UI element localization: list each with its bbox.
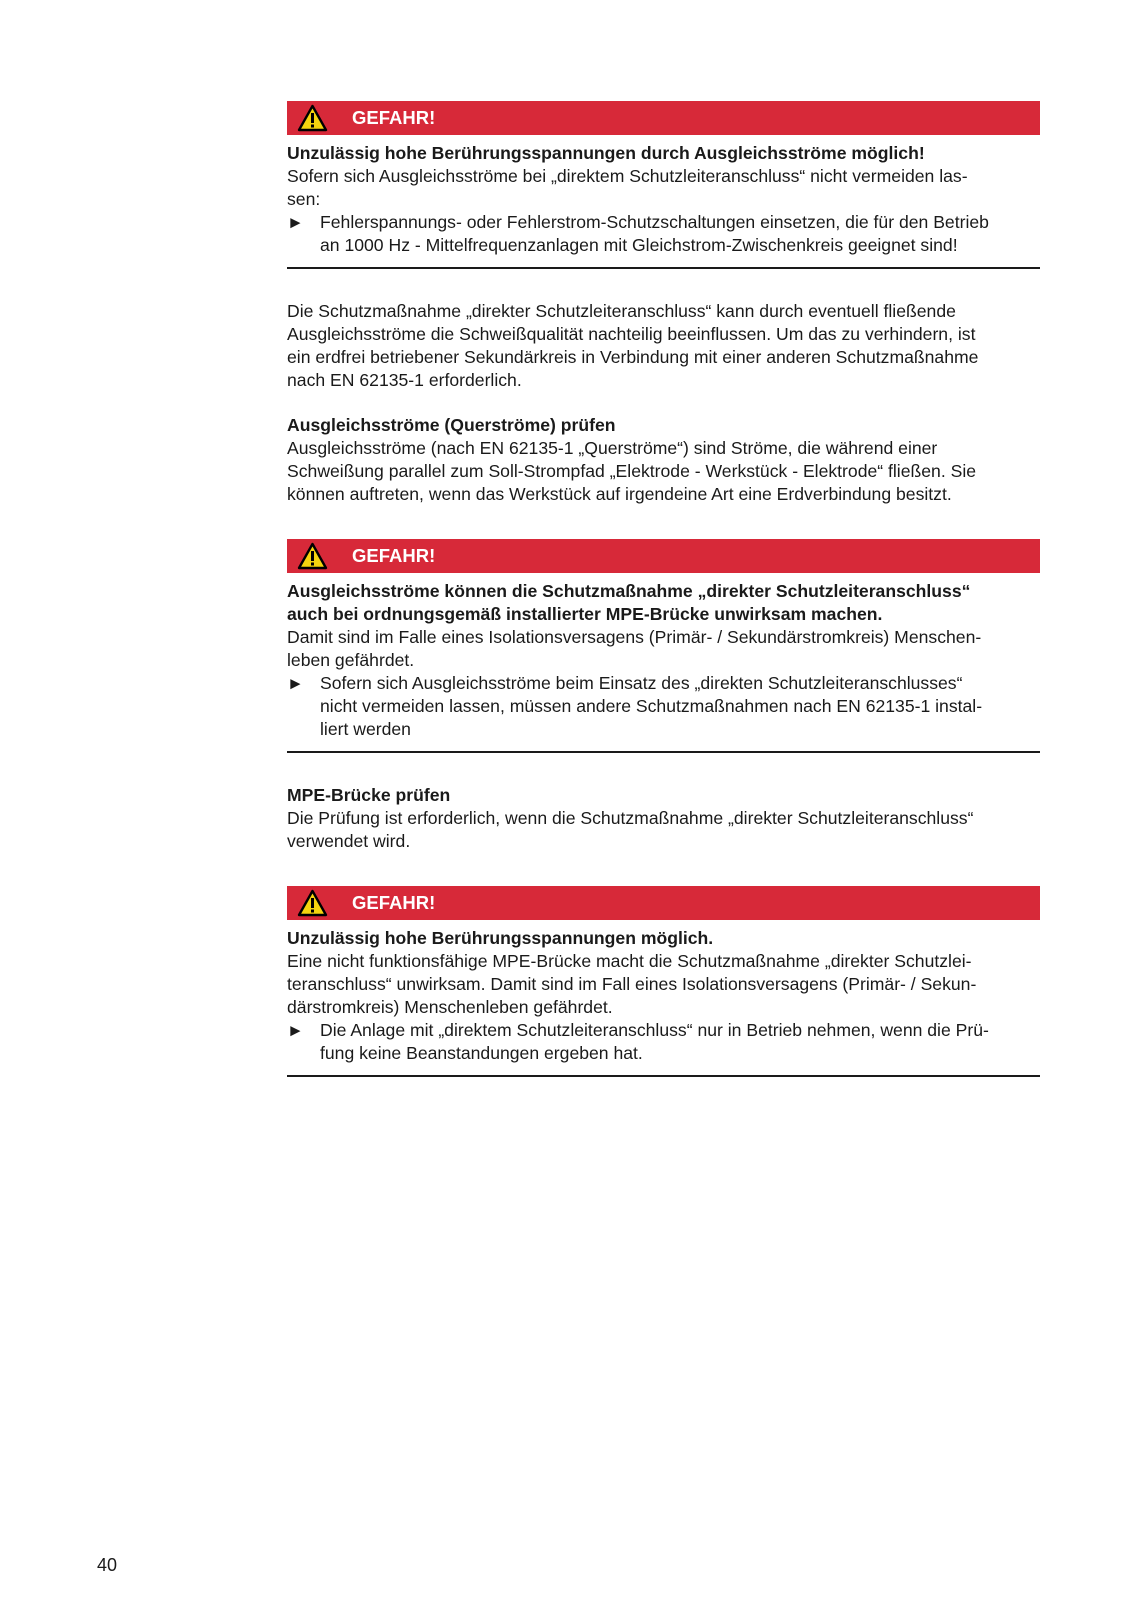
danger-text: Damit sind im Falle eines Isolationsversagens (Primär- / Sekundärstromkreis) Menschen-: [287, 627, 982, 647]
bullet-text: Die Anlage mit „direktem Schutzleiteranschluss“ nur in Betrieb nehmen, wenn die Prü-: [320, 1020, 989, 1040]
danger-text: sen:: [287, 189, 321, 209]
bullet-text: liert werden: [320, 719, 411, 739]
bullet-text: fung keine Beanstandungen ergeben hat.: [320, 1043, 643, 1063]
bullet-text: Sofern sich Ausgleichsströme beim Einsatz des „direkten Schutzleiteranschlusses“: [320, 673, 963, 693]
paragraph-line: nach EN 62135-1 erforderlich.: [287, 370, 522, 390]
danger-heading: Unzulässig hohe Berührungsspannungen durch Ausgleichsströme möglich!: [287, 143, 925, 163]
danger-heading: auch bei ordnungsgemäß installierter MPE-Brücke unwirksam machen.: [287, 604, 883, 624]
danger-bullet: [287, 672, 1040, 741]
section-text: verwendet wird.: [287, 831, 411, 851]
danger-bar: [287, 101, 1040, 135]
section-heading: Ausgleichsströme (Querströme) prüfen: [287, 415, 616, 435]
danger-box-3: [287, 886, 1040, 1077]
paragraph-line: Ausgleichsströme die Schweißqualität nachteilig beeinflussen. Um das zu verhindern, ist: [287, 324, 976, 344]
danger-text: Sofern sich Ausgleichsströme bei „direktem Schutzleiteranschluss“ nicht vermeiden las-: [287, 166, 968, 186]
paragraph-line: ein erdfrei betriebener Sekundärkreis in Verbindung mit einer anderen Schutzmaßnahme: [287, 347, 979, 367]
page-number: 40: [97, 1555, 118, 1575]
section-text: können auftreten, wenn das Werkstück auf irgendeine Art eine Erdverbindung besitzt.: [287, 484, 952, 504]
danger-text: leben gefährdet.: [287, 650, 415, 670]
warning-triangle-icon: [297, 104, 328, 132]
danger-bar: [287, 539, 1040, 573]
section-text: Ausgleichsströme (nach EN 62135-1 „Querströme“) sind Ströme, die während einer: [287, 438, 938, 458]
bullet-arrow-icon: ►: [287, 1021, 304, 1040]
danger-box-2: [287, 539, 1040, 753]
danger-title: GEFAHR!: [352, 892, 436, 913]
page-content: [287, 101, 1040, 1077]
warning-triangle-icon: [297, 889, 328, 917]
section-heading: MPE-Brücke prüfen: [287, 785, 451, 805]
danger-text: Eine nicht funktionsfähige MPE-Brücke macht die Schutzmaßnahme „direkter Schutzlei-: [287, 951, 972, 971]
bullet-arrow-icon: ►: [287, 213, 304, 232]
section-text: Die Prüfung ist erforderlich, wenn die Schutzmaßnahme „direkter Schutzleiteranschluss“: [287, 808, 974, 828]
paragraph-line: Die Schutzmaßnahme „direkter Schutzleiteranschluss“ kann durch eventuell fließende: [287, 301, 956, 321]
bullet-text: Fehlerspannungs- oder Fehlerstrom-Schutzschaltungen einsetzen, die für den Betrieb: [320, 212, 989, 232]
section-text: Schweißung parallel zum Soll-Strompfad „Elektrode - Werkstück - Elektrode“ fließen. Sie: [287, 461, 977, 481]
danger-bullet: [287, 1019, 1040, 1065]
danger-title: GEFAHR!: [352, 545, 436, 566]
bullet-arrow-icon: ►: [287, 674, 304, 693]
danger-heading: Ausgleichsströme können die Schutzmaßnahme „direkter Schutzleiteranschluss“: [287, 581, 971, 601]
danger-box-1: [287, 101, 1040, 269]
danger-text: därstromkreis) Menschenleben gefährdet.: [287, 997, 613, 1017]
danger-bullet: [287, 211, 1040, 257]
danger-bar: [287, 886, 1040, 920]
danger-title: GEFAHR!: [352, 107, 436, 128]
bullet-text: an 1000 Hz - Mittelfrequenzanlagen mit Gleichstrom-Zwischenkreis geeignet sind!: [320, 235, 958, 255]
section-mpe: [287, 784, 1040, 853]
danger-text: teranschluss“ unwirksam. Damit sind im Fall eines Isolationsversagens (Primär- / Sekun-: [287, 974, 977, 994]
danger-heading: Unzulässig hohe Berührungsspannungen möglich.: [287, 928, 714, 948]
divider: [287, 1075, 1040, 1077]
paragraph: [287, 300, 1040, 392]
bullet-text: nicht vermeiden lassen, müssen andere Schutzmaßnahmen nach EN 62135-1 instal-: [320, 696, 983, 716]
section-querstroeme: [287, 414, 1040, 506]
warning-triangle-icon: [297, 542, 328, 570]
